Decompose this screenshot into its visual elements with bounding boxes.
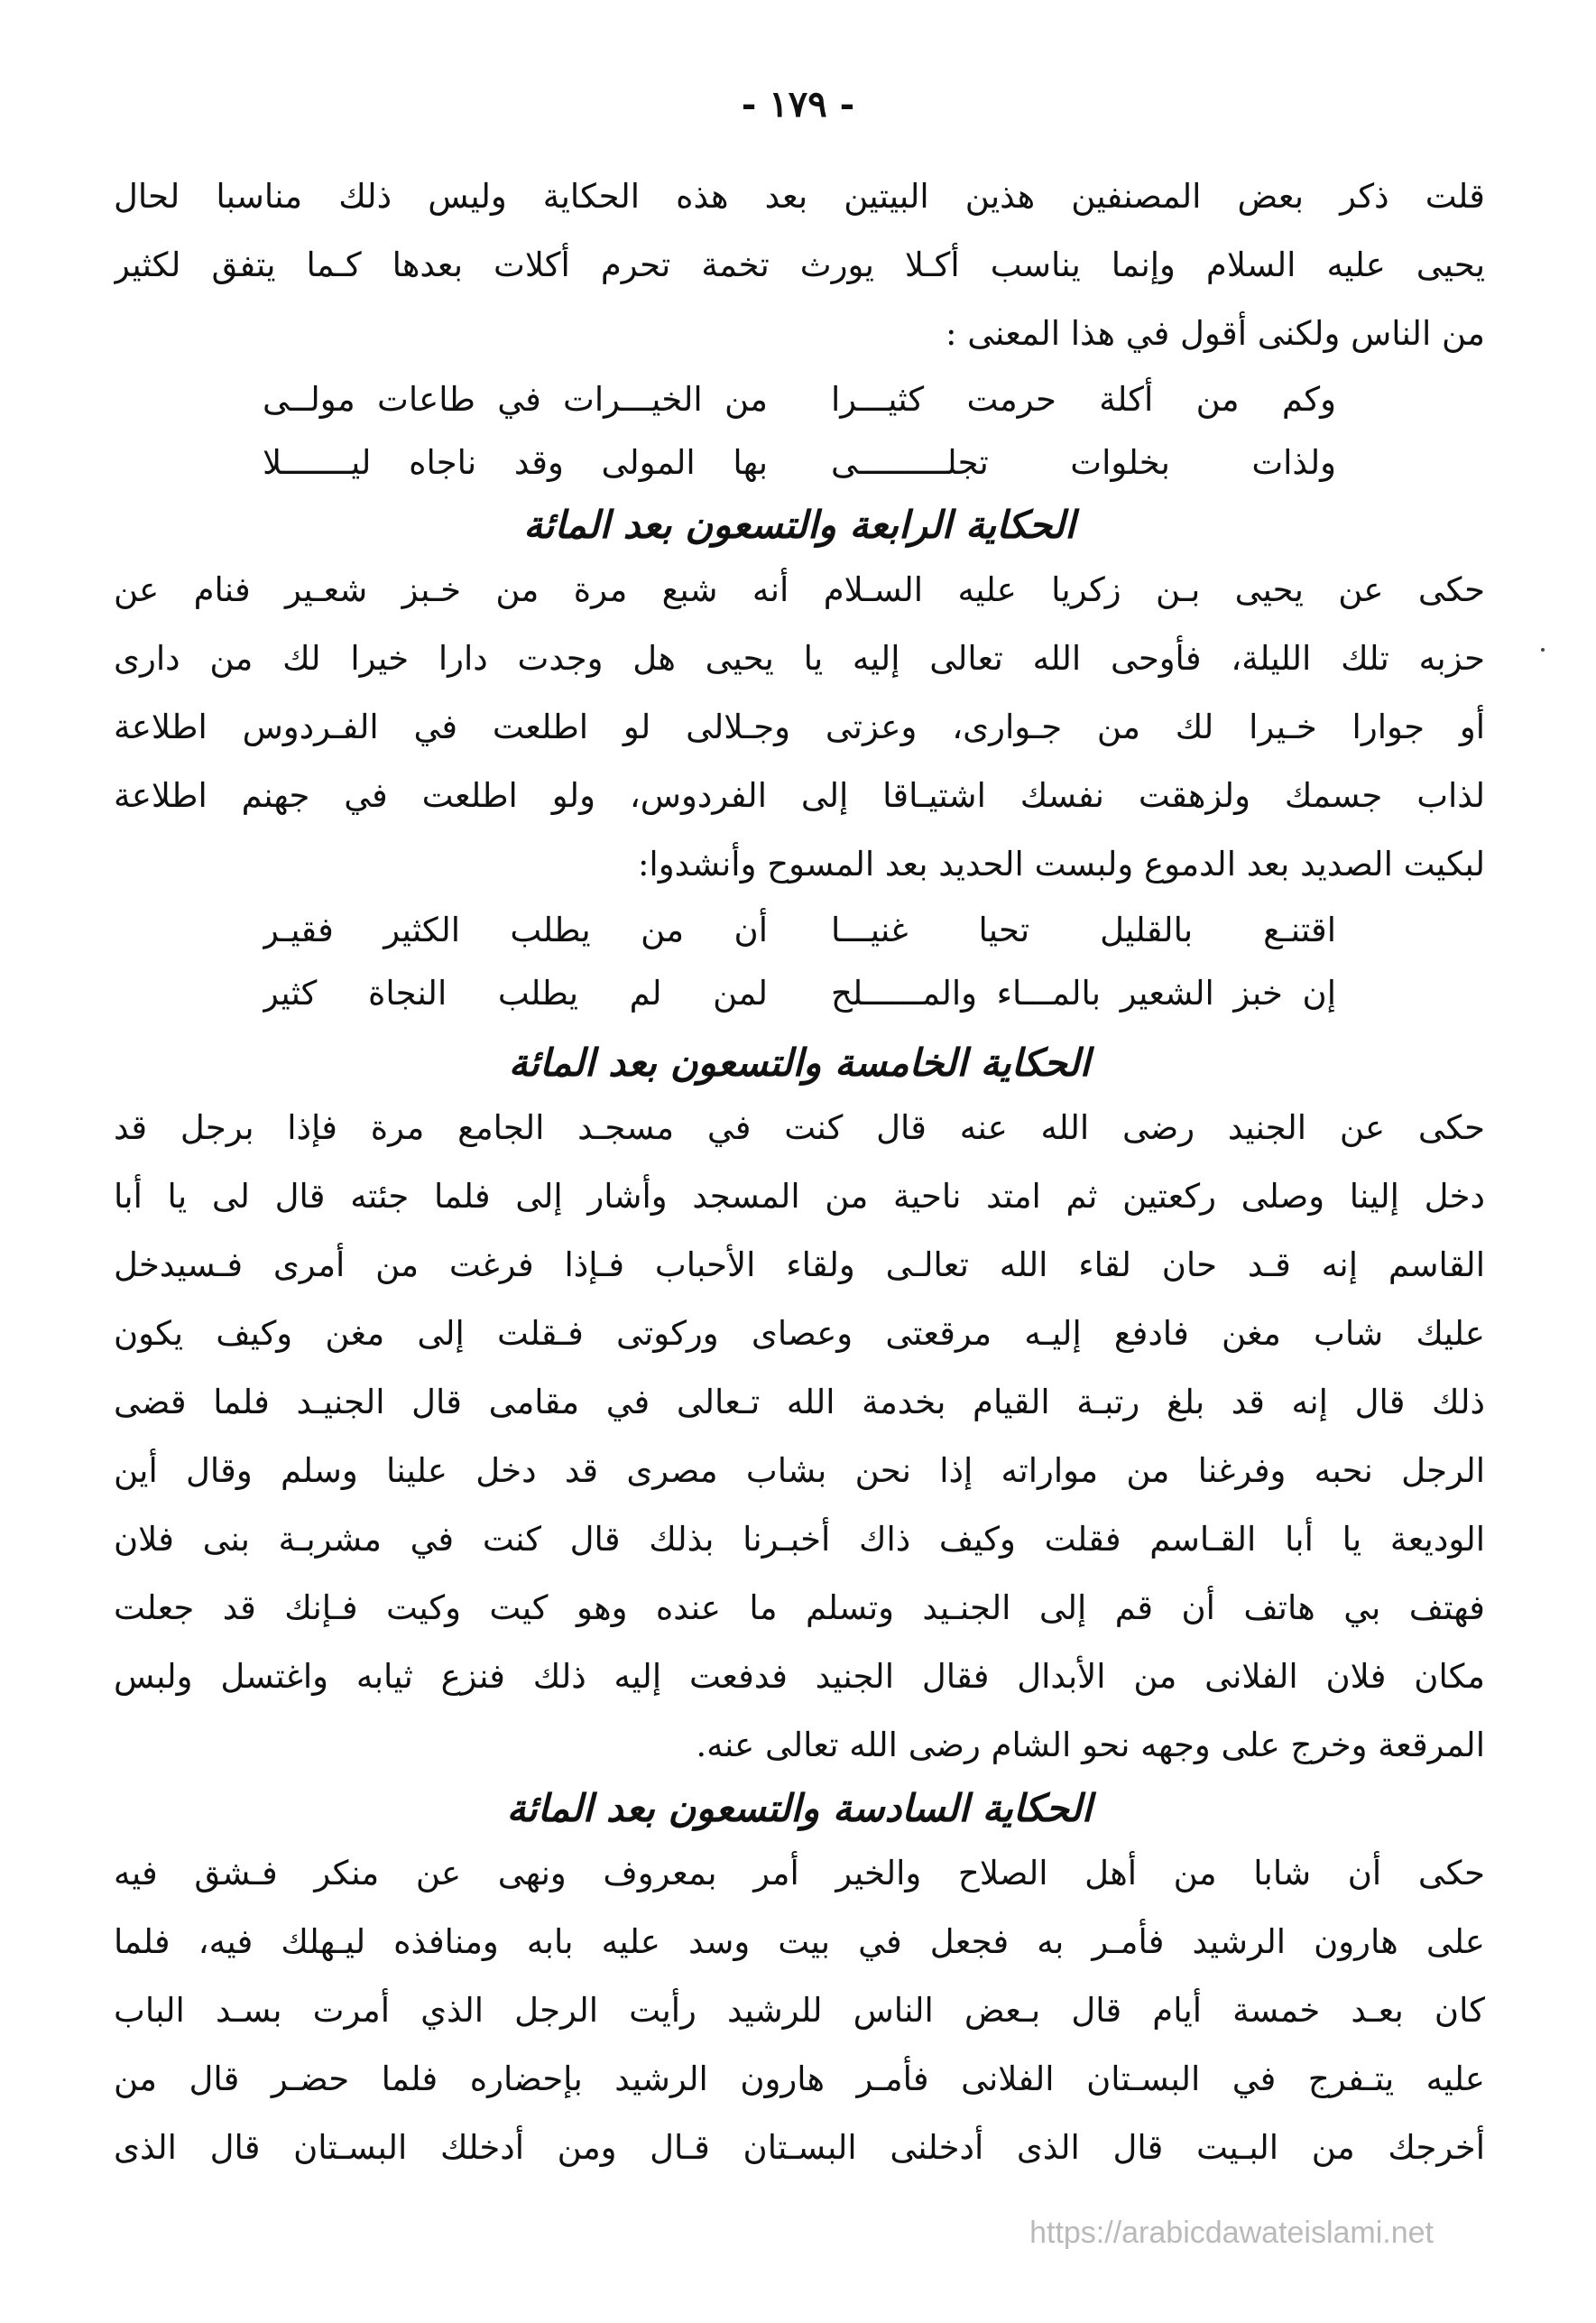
scan-speck	[1541, 648, 1545, 652]
text-line: عليه يتـفرج في البسـتان الفلانى فأمـر هارون الرشيد بإحضاره فلما حضـر قال من	[114, 2059, 1485, 2098]
text-line: القاسم إنه قـد حان لقاء الله تعالـى ولقاء الأحباب فـإذا فرغت من أمرى فـسيدخل	[114, 1245, 1485, 1284]
text-line: أخرجك من البـيت قال الذى أدخلنى البسـتان قـال ومن أدخلك البسـتان قال الذى	[114, 2128, 1485, 2167]
section-heading: الحكاية الرابعة والتسعون بعد المائة	[523, 503, 1075, 547]
section-heading: الحكاية الخامسة والتسعون بعد المائة	[508, 1041, 1091, 1085]
text-line: عليك شاب مغن فادفع إليـه مرقعتى وعصاى وركوتى فـقلت إلى مغن وكيف يكون	[114, 1314, 1485, 1353]
text-line: على هارون الرشيد فأمـر به فجعل في بيت وسد عليه بابه ومنافذه ليـهلك فيه، فلما	[114, 1922, 1485, 1961]
watermark-url: https://arabicdawateislami.net	[1029, 2216, 1434, 2250]
text-line: من الناس ولكنى أقول في هذا المعنى :	[945, 314, 1485, 353]
story-195	[114, 1032, 1485, 1780]
text-line: أو جوارا خـيرا لك من جـوارى، وعزتى وجـلالى لو اطلعت في الفـردوس اطلاعة	[114, 708, 1485, 746]
text-line: دخل إلينا وصلى ركعتين ثم امتد ناحية من المسجد وأشار إلى فلما جئته قال لى يا أبا	[114, 1177, 1485, 1216]
story-196	[114, 1778, 1485, 2182]
text-line: يحيى عليه السلام وإنما يناسب أكـلا يورث تخمة تحرم أكلات بعدها كـما يتفق لكثير	[114, 245, 1485, 284]
text-line: مكان فلان الفلانى من الأبدال فقال الجنيد فدفعت إليه ذلك فنزع ثيابه واغتسل ولبس	[114, 1657, 1485, 1696]
verse-first-hemistich: وكم من أكلة حرمت كثيـــرا	[831, 380, 1336, 419]
verse-second-hemistich: من الخيـــرات في طاعات مولــى	[263, 380, 768, 419]
poem-verse	[114, 368, 1485, 431]
intro-paragraph	[114, 162, 1485, 368]
verse-first-hemistich: اقتنـع بالقليل تحيا غنيـــا	[831, 911, 1336, 949]
text-line: فهتف بي هاتف أن قم إلى الجنـيد وتسلم ما عنده وهو كيت وكيت فـإنك قد جعلت	[114, 1588, 1485, 1627]
story-194	[114, 495, 1485, 1025]
verse-first-hemistich: إن خبز الشعير بالمـــاء والمــــــلح	[831, 974, 1336, 1013]
section-heading: الحكاية السادسة والتسعون بعد المائة	[506, 1786, 1093, 1830]
text-line: حكى أن شابا من أهل الصلاح والخير أمر بمعروف ونهى عن منكر فـشق فيه	[114, 1854, 1485, 1893]
poem-verse	[114, 431, 1485, 495]
verse-second-hemistich: لمن لم يطلب النجاة كثير	[263, 974, 768, 1013]
text-line: ذلك قال إنه قد بلغ رتبـة القيام بخدمة الله تـعالى في مقامى قال الجنيـد فلما قضى	[114, 1383, 1485, 1421]
verse-second-hemistich: أن من يطلب الكثير فقيـر	[263, 911, 768, 949]
text-line: كان بعـد خمسة أيام قال بـعض الناس للرشيد رأيت الرجل الذي أمرت بسـد الباب	[114, 1991, 1485, 2030]
text-line: الوديعة يا أبا القـاسم فقلت وكيف ذاك أخبـرنا بذلك قال كنت في مشربـة بنى فلان	[114, 1520, 1485, 1559]
page-number: - ١٧٩ -	[741, 83, 855, 125]
poem-verse	[114, 962, 1485, 1025]
verse-second-hemistich: بها المولى وقد ناجاه ليـــــــلا	[263, 443, 768, 482]
text-line: حكى عن يحيى بـن زكريا عليه السـلام أنه شبع مرة من خـبز شعـير فنام عن	[114, 570, 1485, 609]
text-line: الرجل نحبه وفرغنا من مواراته إذا نحن بشاب مصرى قد دخل علينا وسلم وقال أين	[114, 1451, 1485, 1490]
intro-poem	[114, 368, 1485, 495]
text-line: لذاب جسمك ولزهقت نفسك اشتيـاقا إلى الفردوس، ولو اطلعت في جهنم اطلاعة	[114, 776, 1485, 815]
poem-verse	[114, 899, 1485, 962]
text-line: حزبه تلك الليلة، فأوحى الله تعالى إليه يا يحيى هل وجدت دارا خيرا لك من دارى	[114, 639, 1485, 678]
verse-first-hemistich: ولذات بخلوات تجلـــــــــى	[831, 443, 1336, 482]
text-line: لبكيت الصديد بعد الدموع ولبست الحديد بعد المسوح وأنشدوا:	[637, 845, 1485, 884]
text-line: قلت ذكر بعض المصنفين هذين البيتين بعد هذه الحكاية وليس ذلك مناسبا لحال	[114, 177, 1485, 216]
text-line: المرقعة وخرج على وجهه نحو الشام رضى الله تعالى عنه.	[696, 1726, 1485, 1764]
text-line: حكى عن الجنيد رضى الله عنه قال كنت في مسجـد الجامع مرة فإذا برجل قد	[114, 1108, 1485, 1147]
